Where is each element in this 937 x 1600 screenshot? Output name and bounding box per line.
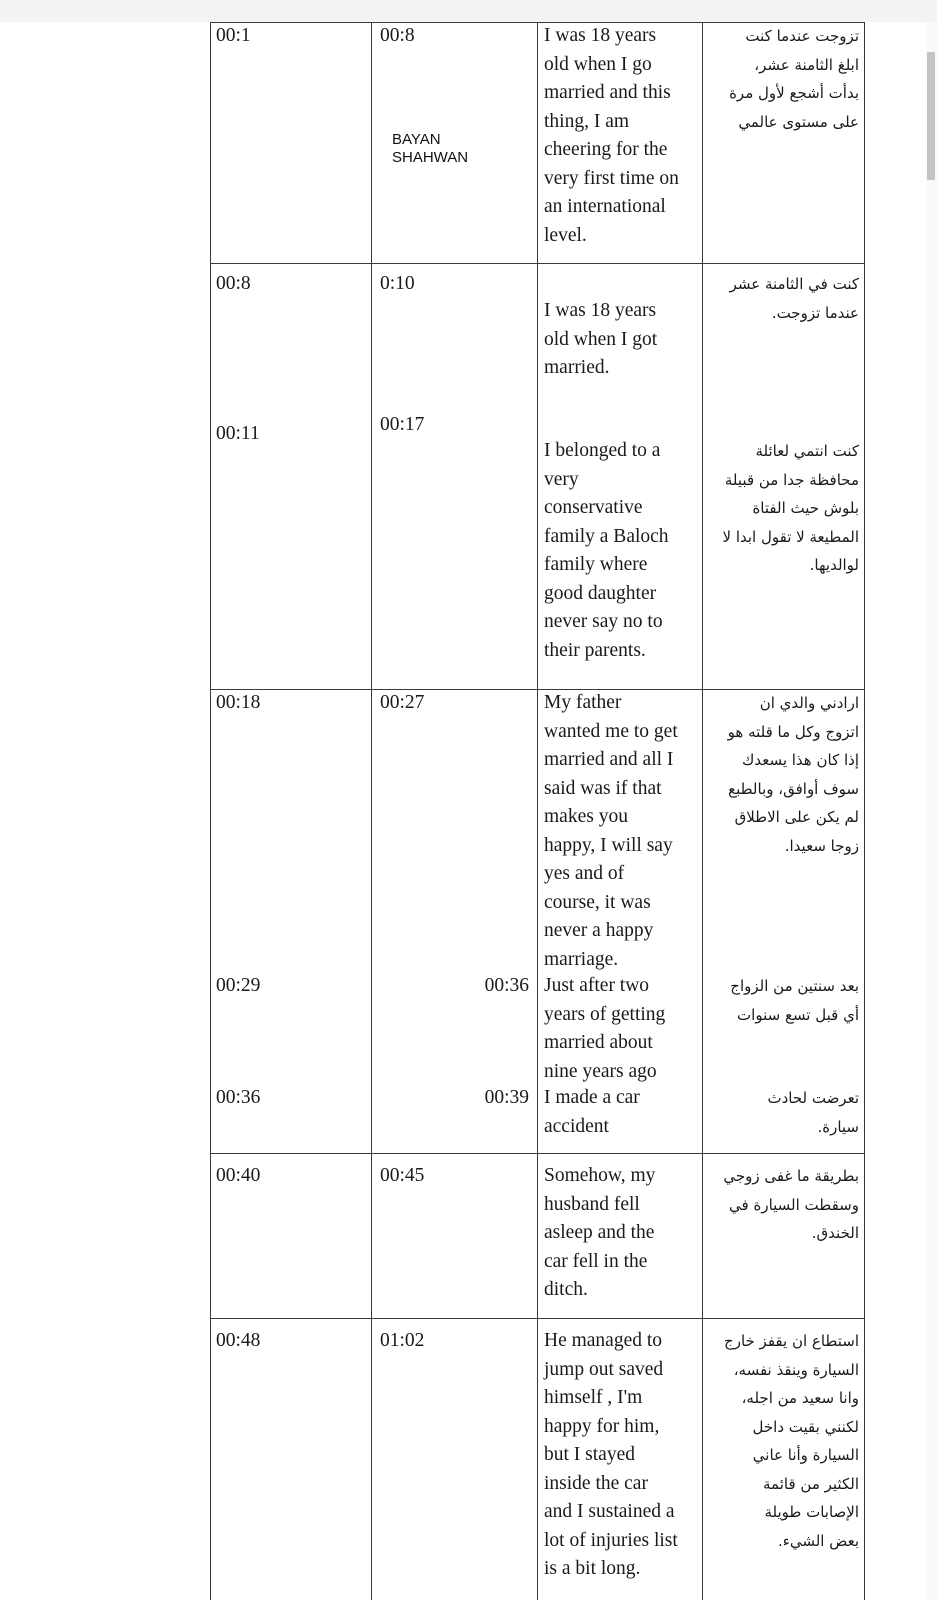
row-divider: [210, 263, 865, 264]
scrollbar-thumb[interactable]: [927, 52, 935, 180]
end-time: 01:02: [380, 1330, 425, 1351]
start-time: 00:36: [216, 1087, 261, 1108]
english-text: I was 18 years old when I got married.: [544, 300, 658, 378]
end-time: 0:10: [380, 273, 415, 294]
row-divider: [210, 1318, 865, 1319]
start-time: 00:48: [216, 1330, 261, 1351]
arabic-text: استطاع ان يقفز خارج السيارة وينقذ نفسه، وانا سعيد من اجله، لكنني بقيت داخل السيارة وأنا عاني الكثير من قائمة الإصابات طويلة بعض الشيء.: [724, 1332, 859, 1550]
english-text: Somehow, my husband fell asleep and the car fell in the ditch.: [544, 1165, 656, 1300]
arabic-text: كنت في الثامنة عشر عندما تزوجت.: [729, 275, 859, 322]
end-time: 00:8: [380, 25, 415, 46]
english-text: I made a car accident: [544, 1087, 640, 1137]
english-text: He managed to jump out saved himself , I'm happy for him, but I stayed inside the car and I sustained a lot of injuries list is a bit long.: [544, 1330, 678, 1579]
table-border-left: [210, 22, 211, 1600]
start-time: 00:40: [216, 1165, 261, 1186]
end-time: 00:36: [484, 975, 529, 996]
english-text: I belonged to a very conservative family a Baloch family where good daughter never say no to their parents.: [544, 440, 669, 661]
column-divider-end-english: [537, 22, 538, 1600]
end-time: 00:39: [484, 1087, 529, 1108]
arabic-text: ارادني والدي ان اتزوج وكل ما قلته هو إذا كان هذا يسعدك سوف أوافق، وبالطبع لم يكن على الاطلاق زوجا سعيدا.: [727, 694, 859, 855]
arabic-text: كنت انتمي لعائلة محافظة جدا من قبيلة بلوش حيث الفتاة المطيعة لا تقول ابدا لا لوالديها.: [722, 442, 859, 574]
english-text: I was 18 years old when I go married and this thing, I am cheering for the very first time on an international level.: [544, 25, 679, 246]
start-time: 00:11: [216, 423, 260, 444]
end-time: 00:45: [380, 1165, 425, 1186]
vertical-scrollbar[interactable]: [925, 22, 937, 1600]
arabic-text: تعرضت لحادث سيارة.: [767, 1089, 859, 1136]
arabic-text: بطريقة ما غفى زوجي وسقطت السيارة في الخندق.: [723, 1167, 859, 1242]
start-time: 00:29: [216, 975, 261, 996]
start-time: 00:8: [216, 273, 251, 294]
end-time: 00:27: [380, 692, 425, 713]
column-divider-start-end: [371, 22, 372, 1600]
english-text: Just after two years of getting married about nine years ago: [544, 975, 666, 1082]
table-border-right: [864, 22, 865, 1600]
row-divider: [210, 1153, 865, 1154]
end-time: 00:17: [380, 414, 425, 435]
start-time: 00:18: [216, 692, 261, 713]
english-text: My father wanted me to get married and all I said was if that makes you happy, I will say yes and of course, it was never a happy marriage.: [544, 692, 678, 970]
arabic-text: بعد سنتين من الزواج أي قبل تسع سنوات: [730, 977, 859, 1024]
arabic-text: تزوجت عندما كنت ابلغ الثامنة عشر، بدأت أشجع لأول مرة على مستوى عالمي: [729, 27, 859, 131]
speaker-name: BAYAN SHAHWAN: [392, 131, 469, 166]
start-time: 00:1: [216, 25, 251, 46]
